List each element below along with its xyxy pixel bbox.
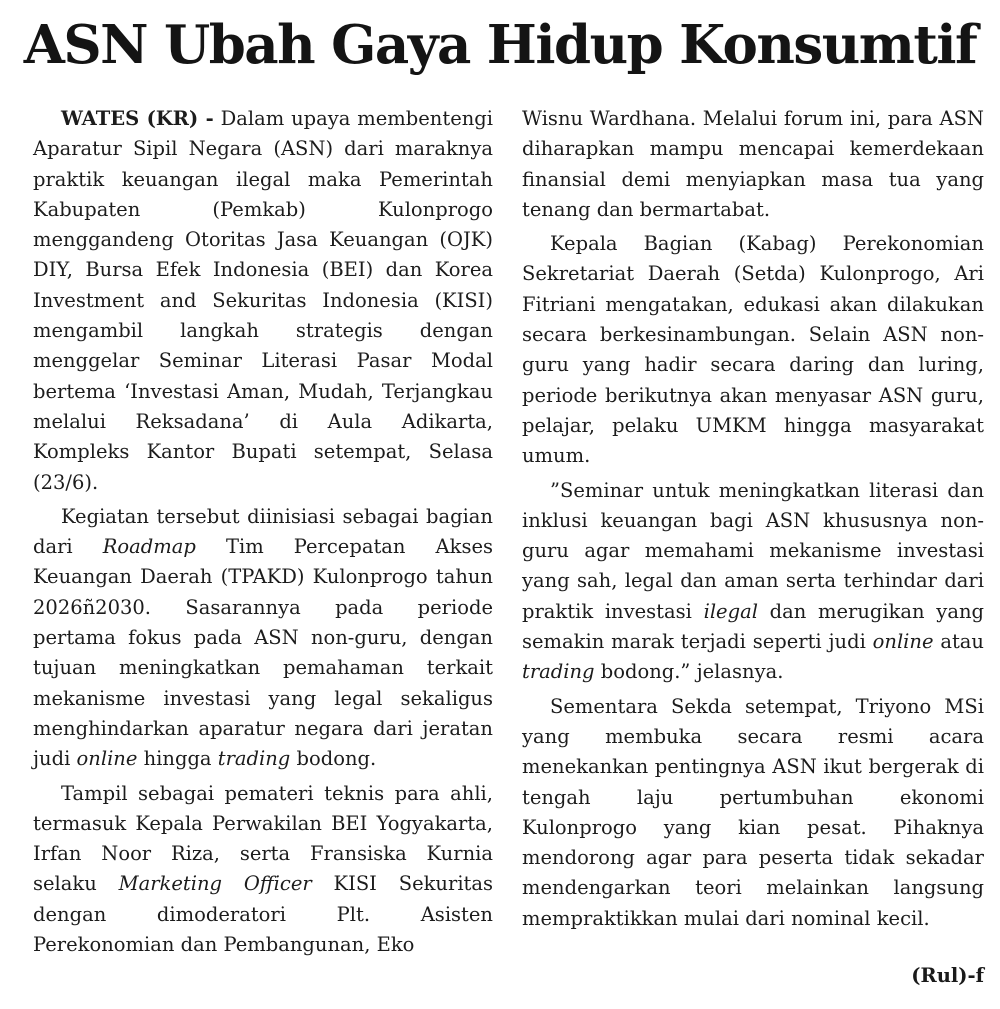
italic-term: trading [522,660,595,684]
paragraph-text: Sementara Sekda setempat, Triyono MSi yang membuka secara resmi acara menekankan pentingnya ASN ikut bergerak di tengah laju pertumbuhan ekonomi Kulonprogo yang kian pesat. Pihaknya mendorong agar para peserta tidak sekadar mendengarkan teori melainkan langsung mempraktikkan mulai dari nominal kecil. [522,694,984,930]
article-paragraph [522,692,984,934]
article-paragraph [33,502,493,775]
italic-term: Roadmap [102,535,196,559]
article-paragraph [522,104,984,225]
paragraph-text: bodong. [290,747,377,771]
paragraph-text: Kepala Bagian (Kabag) Perekonomian Sekretariat Daerah (Setda) Kulonprogo, Ari Fitriani mengatakan, edukasi akan dilakukan secara berkesinambungan. Selain ASN non-guru yang hadir secara daring dan luring, periode berikutnya akan menyasar ASN guru, pelajar, pelaku UMKM hingga masyarakat umum. [522,232,984,468]
paragraph-text: KISI Sekuritas dengan dimoderatori Plt. Asisten Perekonomian dan Pembangunan, Eko [33,872,494,957]
paragraph-text: bodong.” jelasnya. [594,660,784,684]
paragraph-text: Tampil sebagai pemateri teknis para ahli, termasuk Kepala Perwakilan BEI Yogyakarta, Irfan Noor Riza, serta Fransiska Kurnia selaku [33,781,493,896]
paragraph-text: hingga [137,747,218,771]
italic-term: online [76,747,138,771]
paragraph-text: dan merugikan yang semakin marak terjadi seperti judi [522,599,984,654]
article-dateline: WATES (KR) - [61,107,214,130]
article-byline: (Rul)-f [911,964,984,987]
article-paragraph [522,229,984,471]
paragraph-text: ”Seminar untuk meningkatkan literasi dan inklusi keuangan bagi ASN khususnya non-guru agar memahami mekanisme investasi yang sah, legal dan aman serta terhindar dari praktik investasi [522,478,984,623]
article-paragraph [33,104,493,498]
article-paragraph [33,779,493,961]
italic-term: online [872,630,934,654]
paragraph-text: Dalam upaya membentengi Aparatur Sipil Negara (ASN) dari maraknya praktik keuangan ilegal maka Pemerintah Kabupaten (Pemkab) Kulonprogo menggandeng Otoritas Jasa Keuangan (OJK) DIY, Bursa Efek Indonesia (BEI) dan Korea Investment and Sekuritas Indonesia (KISI) mengambil langkah strategis dengan menggelar Seminar Literasi Pasar Modal bertema ‘Investasi Aman, Mudah, Terjangkau melalui Reksadana’ di Aula Adikarta, Kompleks Kantor Bupati setempat, Selasa (23/6). [33,107,494,494]
article-column-right [522,104,984,938]
italic-term: ilegal [703,599,758,623]
paragraph-text: atau [933,630,984,654]
paragraph-text: Kegiatan tersebut diinisiasi sebagai bagian dari [33,504,493,559]
article-paragraph [522,476,984,688]
italic-term: trading [217,747,291,771]
article-headline: ASN Ubah Gaya Hidup Konsumtif [23,14,977,76]
paragraph-text: Tim Percepatan Akses Keuangan Daerah (TPAKD) Kulonprogo tahun 2026ñ2030. Sasarannya pada periode pertama fokus pada ASN non-guru, dengan tujuan meningkatkan pemahaman terkait mekanisme investasi yang legal sekaligus menghindarkan aparatur negara dari jeratan judi [33,535,493,771]
article-column-left [33,104,493,964]
paragraph-text: Wisnu Wardhana. Melalui forum ini, para ASN diharapkan mampu mencapai kemerdekaan finansial demi menyiapkan masa tua yang tenang dan bermartabat. [522,107,984,221]
italic-term: Marketing Officer [118,872,312,896]
